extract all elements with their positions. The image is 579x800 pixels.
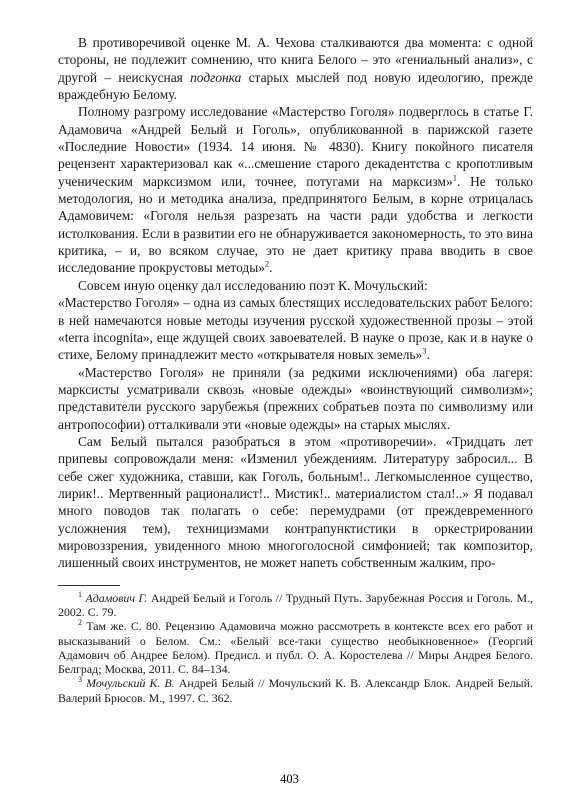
paragraph-4-quote: «Мастерство Гоголя» – одна из самых блестящих исследовательских работ Белого: в ней намечаются новые методы изучения русской художественной прозы – этой «terra incognita», еще ждущей своих завоевателей. В науке о прозе, как и в науке о стихе, Белому принадлежит место «открывателя новых земель»$^3$. [58,295,533,363]
paragraph-2: Полному разгрому исследование «Мастерство Гоголя» подверглось в статье Г. Адамовича «Андрей Белый и Гоголь», опубликованной в парижской газете «Последние Новости» (1934. 14 июня. № 4830). Книгу покойного писателя рецензент характеризовал как «...смешение старого декадентства с кропотливым ученическим марксизмом или, точнее, потугами на марксизм»$^1$. Не только методология, но и методика анализа, предпринятого Белым, в корне отрицалась Адамовичем: «Гоголя нельзя разрезать на части ради удобства и легкости истолкования. Если в развитии его не обнаруживается закономерность, то это вина критика, – и, во всяком случае, это не дает критику права вводить в свое исследование прокрустовы методы»$^2$. [58,104,533,276]
page-number: 403 [280,772,299,786]
paragraph-1: В противоречивой оценке М. А. Чехова сталкиваются два момента: с одной стороны, не подлежит сомнению, что книга Белого – это «гениальный анализ», с другой – неискусная подгонка старых мыслей под новую идеологию, прежде враждебную Белому. [58,35,533,103]
footnote-divider [58,585,120,586]
footnote-2: $^2$ Там же. С. 80. Рецензию Адамовича можно рассмотреть в контексте всех его работ и высказываний о Белом. См.: «Белый все-таки существо необыкновенное» (Георгий Адамович об Андрее Белом). Предисл. и публ. О. А. Коростелева // Миры Андрея Белого. Белград; Москва, 2011. С. 84–134. [58,618,533,677]
main-text [58,34,533,572]
paragraph-3: Совсем иную оценку дал исследованию поэт К. Мочульский: [78,277,428,293]
footnote-3: $^3$ Мочульский К. В. Андрей Белый // Мочульский К. В. Александр Блок. Андрей Белый. Валерий Брюсов. М., 1997. С. 362. [58,675,533,705]
footnote-1: $^1$ Адамович Г. Андрей Белый и Гоголь // Трудный Путь. Зарубежная Россия и Гоголь. М., 2002. С. 79. [58,589,533,619]
footnotes [58,591,533,705]
paragraph-6: Сам Белый пытался разобраться в этом «противоречии». «Тридцать лет припевы сопровождали меня: «Изменил убеждениям. Литературу забросил... В себе сжег художника, ставши, как Гоголь, больным!.. Легкомысленное существо, лирик!.. Мертвенный рационалист!.. Мистик!.. материалистом стал!..» Я подавал много поводов так полагать о себе: перемудрами (от преждевременного усложнения тем), техницизмами контрапунктистики в оркестрировании мировоззрения, увиденного мною многоголосной симфонией; так композитор, лишенный своих инструментов, не может напеть собственным жалким, про- [58,433,533,571]
paragraph-5: «Мастерство Гоголя» не приняли (за редкими исключениями) оба лагеря: марксисты усматривали сквозь «новые одежды» «воинствующий символизм»; представители русского зарубежья (прежних собратьев поэта по символизму или антропософии) отталкивали эти «новые одежды» на старых мыслях. [58,364,533,432]
